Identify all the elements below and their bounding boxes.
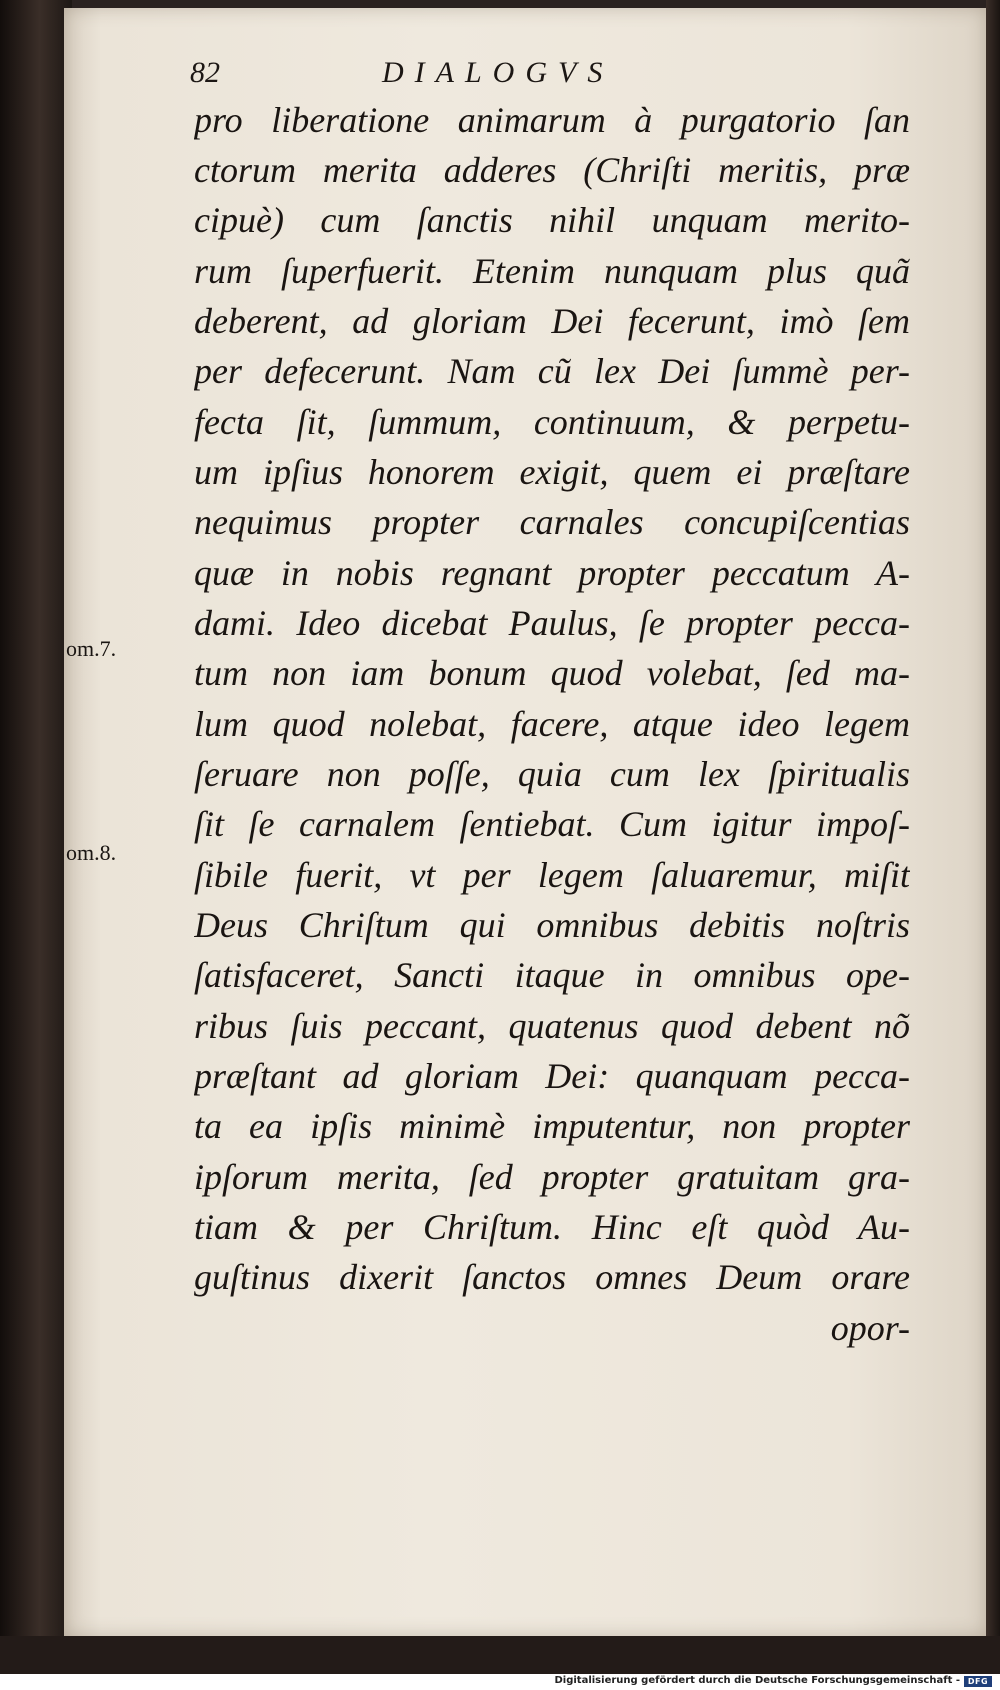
- text-line: ſatisfaceret, Sancti itaque in omnibus ope-: [194, 955, 910, 995]
- text-line: cipuè) cum ſanctis nihil unquam merito-: [194, 200, 910, 240]
- text-line: rum ſuperfuerit. Etenim nunquam plus quã: [194, 251, 910, 291]
- footer-credit: Digitalisierung gefördert durch die Deutsche Forschungsgemeinschaft -: [554, 1675, 960, 1686]
- text-line: guſtinus dixerit ſanctos omnes Deum orare: [194, 1257, 910, 1297]
- text-line: ta ea ipſis minimè imputentur, non propter: [194, 1106, 910, 1146]
- marginal-note: om.7.: [66, 636, 117, 661]
- text-line: deberent, ad gloriam Dei fecerunt, imò ſem: [194, 301, 910, 341]
- marginal-note: om.8.: [66, 840, 117, 865]
- text-line: ipſorum merita, ſed propter gratuitam gra-: [194, 1157, 910, 1197]
- book-spine: [0, 0, 72, 1690]
- text-line: per defecerunt. Nam cũ lex Dei ſummè per-: [194, 351, 910, 391]
- text-line: lum quod nolebat, facere, atque ideo legem: [194, 704, 910, 744]
- catchword: opor-: [830, 1308, 910, 1348]
- text-line: ſit ſe carnalem ſentiebat. Cum igitur impoſ-: [194, 804, 910, 844]
- text-line: dami. Ideo dicebat Paulus, ſe propter pecca-: [194, 603, 910, 643]
- text-line: tiam & per Chriſtum. Hinc eſt quòd Au-: [194, 1207, 910, 1247]
- dfg-logo: DFG: [964, 1676, 992, 1687]
- page-edge: [986, 0, 1000, 1690]
- text-line: ctorum merita adderes (Chriſti meritis, præ: [194, 150, 910, 190]
- text-line: quæ in nobis regnant propter peccatum A-: [194, 553, 910, 593]
- page-number: 82: [190, 56, 220, 89]
- text-line: ſeruare non poſſe, quia cum lex ſpiritualis: [194, 754, 910, 794]
- text-line: tum non iam bonum quod volebat, ſed ma-: [194, 653, 910, 693]
- text-line: ſibile fuerit, vt per legem ſaluaremur, miſit: [194, 855, 910, 895]
- running-title: DIALOGVS: [382, 56, 614, 89]
- text-line: nequimus propter carnales concupiſcentias: [194, 502, 910, 542]
- text-line: præſtant ad gloriam Dei: quanquam pecca-: [194, 1056, 910, 1096]
- text-line: Deus Chriſtum qui omnibus debitis noſtris: [194, 905, 910, 945]
- text-line: pro liberatione animarum à purgatorio ſan: [194, 100, 910, 140]
- text-line: fecta ſit, ſummum, continuum, & perpetu-: [194, 402, 910, 442]
- text-line: um ipſius honorem exigit, quem ei præſtare: [194, 452, 910, 492]
- text-line: ribus ſuis peccant, quatenus quod debent nõ: [194, 1006, 910, 1046]
